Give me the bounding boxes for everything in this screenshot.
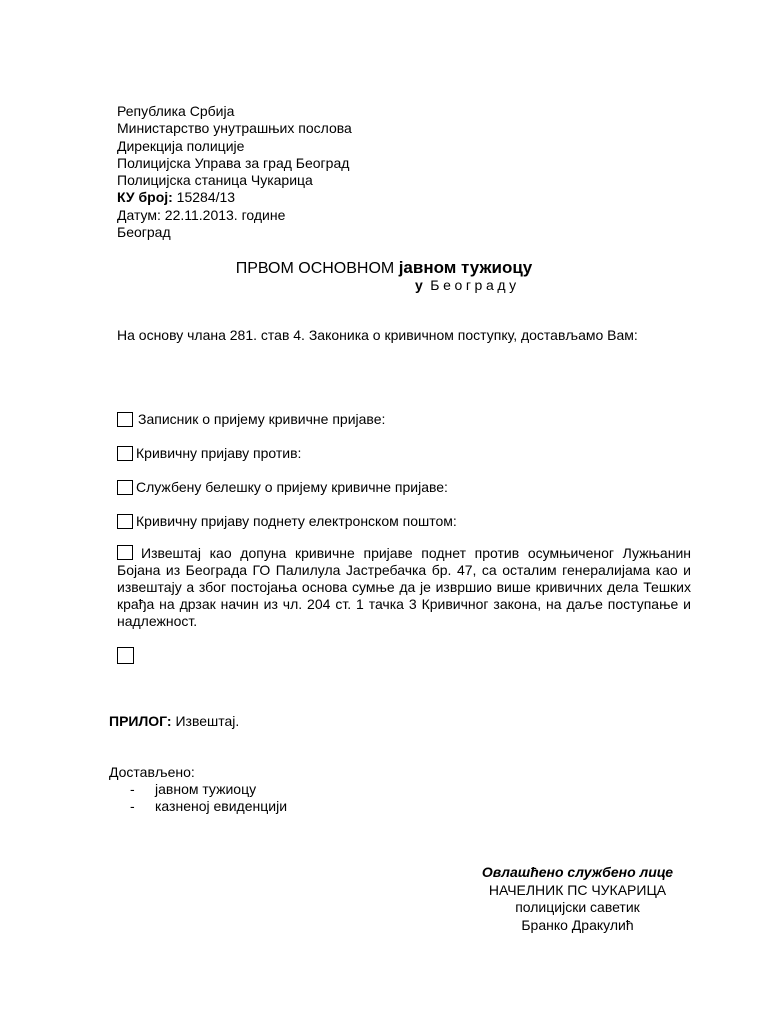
list-item bbox=[130, 781, 287, 798]
addressee-title bbox=[0, 258, 768, 279]
header-date: Датум: 22.11.2013. године bbox=[117, 206, 286, 223]
checkbox-label: Записник о пријему кривичне пријаве: bbox=[138, 411, 386, 427]
checkbox-row-5[interactable] bbox=[117, 545, 691, 630]
header-country: Република Србија bbox=[117, 103, 235, 119]
header-police-administration: Полицијска Управа за град Београд bbox=[117, 154, 350, 171]
dash-bullet: - bbox=[130, 781, 135, 797]
addressee-bold: јавном тужиоцу bbox=[398, 258, 533, 277]
checkbox-label: Извештај као допуна кривичне пријаве поднет против осумњиченог Лужњанин Бојана из Београда ГО Палилула Јастребачка бр. 47, са осталим генералијама као и извештају а због постојања основа сумње да је извршио више кривичних дела Тешких крађа на дрзак начин из чл. 204 ст. 1 тачка 3 Кривичног закона, на даље поступање и надлежност. bbox=[117, 545, 691, 629]
signature-authorized-official: Овлашћено службено лице bbox=[481, 864, 674, 880]
delivered-label: Достављено: bbox=[109, 764, 195, 780]
checkbox[interactable] bbox=[117, 446, 133, 461]
checkbox-label: Службену белешку о пријему кривичне пријаве: bbox=[136, 479, 448, 495]
signature-chief-title: НАЧЕЛНИК ПС ЧУКАРИЦА bbox=[488, 881, 667, 898]
checkbox-row-1[interactable] bbox=[117, 411, 385, 428]
header-ministry: Министарство унутрашњих послова bbox=[117, 120, 352, 137]
checkbox[interactable] bbox=[117, 545, 133, 560]
signature-rank: полицијски саветик bbox=[515, 899, 640, 915]
header-city: Београд bbox=[117, 224, 171, 241]
document-header bbox=[117, 103, 352, 241]
checkbox[interactable] bbox=[117, 412, 133, 427]
checkbox-row-3[interactable] bbox=[117, 479, 448, 496]
header-ku-number bbox=[117, 189, 352, 206]
header-directorate: Дирекција полиције bbox=[117, 137, 245, 154]
checkbox[interactable] bbox=[117, 514, 133, 529]
attachment-line bbox=[109, 713, 239, 730]
list-item bbox=[130, 798, 287, 815]
attachment-label: ПРИЛОГ: bbox=[109, 713, 172, 729]
signature-block bbox=[460, 864, 695, 934]
checkbox-label: Кривичну пријаву поднету електронском поштом: bbox=[136, 513, 457, 529]
addressee-city bbox=[415, 277, 520, 294]
addressee-normal: ПРВОМ ОСНОВНОМ bbox=[235, 260, 399, 277]
addressee-city-name: Београду bbox=[422, 277, 520, 293]
signature-name: Бранко Дракулић bbox=[521, 916, 634, 933]
checkbox[interactable] bbox=[117, 647, 134, 664]
checkbox-label: Кривичну пријаву против: bbox=[136, 445, 302, 461]
checkbox-row-2[interactable] bbox=[117, 445, 301, 462]
list-item-text: казненој евиденцији bbox=[155, 798, 288, 814]
intro-paragraph: На основу члана 281. став 4. Законика о кривичном поступку, достављамо Вам: bbox=[117, 327, 638, 343]
attachment-value: Извештај. bbox=[171, 713, 240, 729]
addressee-city-prefix: у bbox=[415, 277, 423, 293]
checkbox-row-6[interactable] bbox=[117, 647, 138, 664]
list-item-text: јавном тужиоцу bbox=[155, 781, 257, 797]
dash-bullet: - bbox=[130, 798, 135, 814]
checkbox-row-4[interactable] bbox=[117, 513, 457, 530]
ku-value: 15284/13 bbox=[172, 189, 236, 206]
checkbox[interactable] bbox=[117, 480, 133, 495]
delivered-list bbox=[130, 781, 287, 815]
ku-label: КУ број: bbox=[117, 189, 173, 206]
header-police-station: Полицијска станица Чукарица bbox=[117, 172, 313, 189]
